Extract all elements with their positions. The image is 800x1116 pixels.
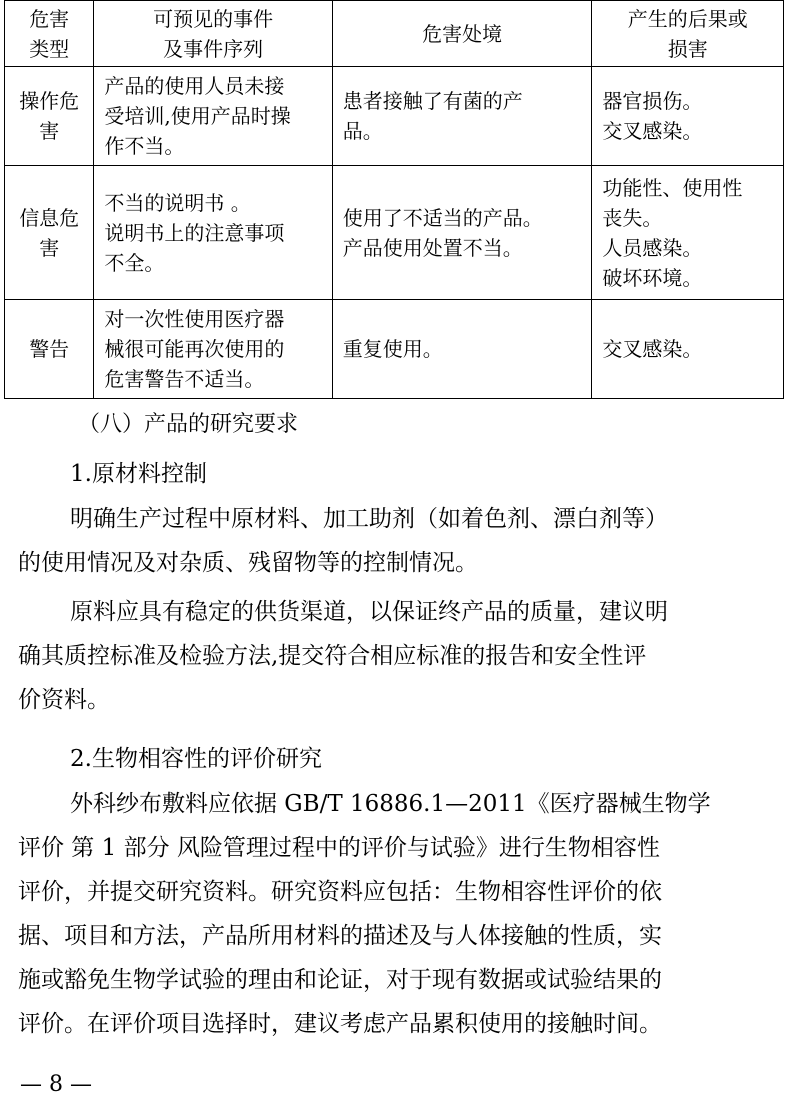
event-cell: 不当的说明书 。 说明书上的注意事项 不全。 — [94, 166, 332, 300]
hazard-type-cell: 操作危 害 — [5, 67, 94, 166]
paragraph-supply: 原料应具有稳定的供货渠道，以保证终产品的质量，建议明 确其质控标准及检验方法,提交符合相应标准的报告和安全性评 价资料。 — [18, 599, 668, 713]
page-number: — 8 — — [20, 1072, 92, 1097]
harm-cell: 器官损伤。 交叉感染。 — [592, 67, 784, 166]
header-hazard-type: 危害 类型 — [5, 1, 94, 67]
hazard-type-cell: 警告 — [5, 300, 94, 399]
header-event-sequence: 可预见的事件 及事件序列 — [94, 1, 332, 67]
table-row — [5, 166, 784, 300]
paragraph-raw-materials: 明确生产过程中原材料、加工助剂（如着色剂、漂白剂等） 的使用情况及对杂质、残留物等的控制情况。 — [18, 506, 668, 576]
header-hazard-situation: 危害处境 — [332, 1, 592, 67]
table-row — [5, 300, 784, 399]
paragraph-biocompatibility: 外科纱布敷料应依据 GB/T 16886.1—2011《医疗器械生物学 评价 第 1 部分 风险管理过程中的评价与试验》进行生物相容性 评价，并提交研究资料。研究资料应包括：生物相容性评价的依 据、项目和方法，产品所用材料的描述及与人体接触的性质，实 施或豁免生物学试验的理由和论证，对于现有数据或试验结果的 评价。在评价项目选择时，建议考虑产品累积使用的接触时间。 — [18, 791, 711, 1037]
subheading-raw-materials: 1.原材料控制 — [70, 461, 207, 487]
harm-cell: 交叉感染。 — [592, 300, 784, 399]
table-row — [5, 67, 784, 166]
situation-cell: 重复使用。 — [332, 300, 592, 399]
hazard-type-cell: 信息危 害 — [5, 166, 94, 300]
header-harm: 产生的后果或 损害 — [592, 1, 784, 67]
event-cell: 产品的使用人员未接 受培训,使用产品时操 作不当。 — [94, 67, 332, 166]
situation-cell: 使用了不适当的产品。 产品使用处置不当。 — [332, 166, 592, 300]
event-cell: 对一次性使用医疗器 械很可能再次使用的 危害警告不适当。 — [94, 300, 332, 399]
hazard-table — [4, 0, 784, 399]
situation-cell: 患者接触了有菌的产 品。 — [332, 67, 592, 166]
subheading-biocompatibility: 2.生物相容性的评价研究 — [70, 746, 322, 772]
section-heading: （八）产品的研究要求 — [78, 412, 299, 437]
table-header-row — [5, 1, 784, 67]
harm-cell: 功能性、使用性 丧失。 人员感染。 破坏环境。 — [592, 166, 784, 300]
